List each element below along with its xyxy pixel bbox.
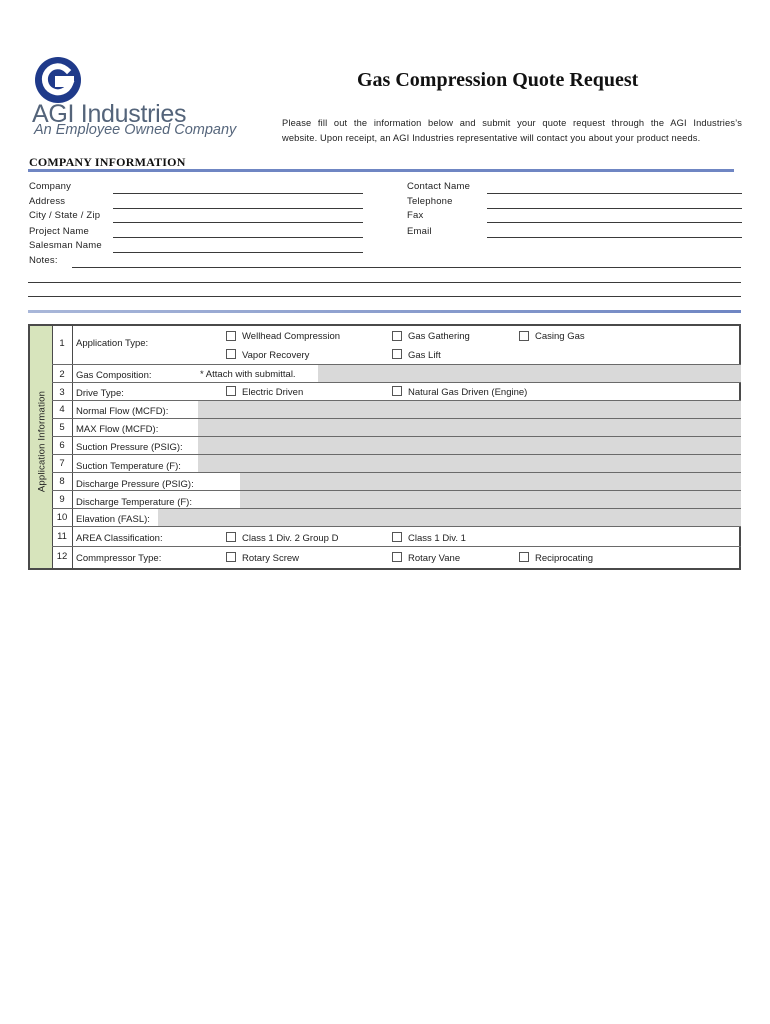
row-label: Discharge Pressure (PSIG): bbox=[76, 479, 194, 490]
fax-field[interactable] bbox=[487, 222, 742, 223]
elevation-input[interactable] bbox=[158, 509, 741, 527]
option-label: Gas Gathering bbox=[408, 331, 470, 342]
salesman-name-label: Salesman Name bbox=[29, 240, 102, 251]
option-label: Wellhead Compression bbox=[242, 331, 341, 342]
contact-name-field[interactable] bbox=[487, 193, 742, 194]
row-number: 5 bbox=[59, 422, 65, 433]
max-flow-input[interactable] bbox=[198, 419, 741, 437]
row-label: Suction Pressure (PSIG): bbox=[76, 442, 183, 453]
discharge-temperature-input[interactable] bbox=[240, 491, 741, 509]
company-label: Company bbox=[29, 181, 72, 192]
table-row bbox=[52, 382, 741, 401]
row-label: Commpressor Type: bbox=[76, 553, 162, 564]
discharge-pressure-input[interactable] bbox=[240, 473, 741, 491]
logo-company-name: AGI Industries bbox=[32, 100, 187, 128]
city-state-zip-label: City / State / Zip bbox=[29, 210, 101, 221]
agi-logo-mark-icon bbox=[34, 56, 82, 104]
class1-div1-checkbox[interactable] bbox=[392, 532, 402, 542]
row-number: 6 bbox=[59, 440, 65, 451]
table-row bbox=[52, 418, 741, 437]
option-label: Rotary Vane bbox=[408, 553, 461, 564]
intro-text bbox=[282, 116, 742, 146]
company-field[interactable] bbox=[113, 193, 363, 194]
row-label: Normal Flow (MCFD): bbox=[76, 406, 169, 417]
row-label: Application Type: bbox=[76, 338, 149, 349]
table-row bbox=[52, 490, 741, 509]
reciprocating-checkbox[interactable] bbox=[519, 552, 529, 562]
normal-flow-input[interactable] bbox=[198, 401, 741, 419]
option-label: Reciprocating bbox=[535, 553, 594, 564]
row-number: 8 bbox=[59, 476, 65, 487]
intro-line-1: Please fill out the information below and submit your quote request through the AGI Industries’s bbox=[282, 118, 742, 128]
application-info-table bbox=[28, 324, 741, 570]
application-side-label: Application Information bbox=[36, 390, 48, 493]
address-label: Address bbox=[29, 196, 66, 207]
logo-tagline: An Employee Owned Company bbox=[34, 122, 237, 138]
row-label: Suction Temperature (F): bbox=[76, 461, 181, 472]
row-number: 7 bbox=[59, 458, 65, 469]
option-label: Natural Gas Driven (Engine) bbox=[408, 387, 528, 398]
row-label: Discharge Temperature (F): bbox=[76, 497, 192, 508]
suction-temperature-input[interactable] bbox=[198, 455, 741, 473]
option-label: Gas Lift bbox=[408, 350, 441, 361]
city-state-zip-field[interactable] bbox=[113, 222, 363, 223]
table-row bbox=[52, 526, 741, 547]
wellhead-compression-checkbox[interactable] bbox=[226, 331, 236, 341]
page-title: Gas Compression Quote Request bbox=[357, 69, 639, 91]
fax-label: Fax bbox=[407, 210, 424, 221]
option-label: Vapor Recovery bbox=[242, 350, 310, 361]
row-number: 4 bbox=[59, 404, 65, 415]
application-side-panel bbox=[30, 326, 53, 568]
suction-pressure-input[interactable] bbox=[198, 437, 741, 455]
casing-gas-checkbox[interactable] bbox=[519, 331, 529, 341]
table-row bbox=[52, 364, 741, 383]
table-row bbox=[52, 454, 741, 473]
telephone-label: Telephone bbox=[407, 196, 453, 207]
telephone-field[interactable] bbox=[487, 208, 742, 209]
table-row bbox=[52, 472, 741, 491]
row-label: MAX Flow (MCFD): bbox=[76, 424, 159, 435]
table-row bbox=[52, 436, 741, 455]
company-info-heading: COMPANY INFORMATION bbox=[29, 155, 186, 169]
row-number: 12 bbox=[56, 551, 68, 562]
option-label: Electric Driven bbox=[242, 387, 304, 398]
address-field[interactable] bbox=[113, 208, 363, 209]
row-number: 3 bbox=[59, 387, 65, 398]
email-label: Email bbox=[407, 226, 432, 237]
row-number: 2 bbox=[59, 369, 65, 380]
option-label: Casing Gas bbox=[535, 331, 585, 342]
natural-gas-driven-checkbox[interactable] bbox=[392, 386, 402, 396]
row-label: Elavation (FASL): bbox=[76, 514, 150, 525]
row-number: 1 bbox=[59, 338, 65, 349]
vapor-recovery-checkbox[interactable] bbox=[226, 349, 236, 359]
option-label: Class 1 Div. 1 bbox=[408, 533, 466, 544]
email-field[interactable] bbox=[487, 237, 742, 238]
table-row bbox=[52, 326, 741, 364]
class1-div2-checkbox[interactable] bbox=[226, 532, 236, 542]
salesman-name-field[interactable] bbox=[113, 252, 363, 253]
rotary-vane-checkbox[interactable] bbox=[392, 552, 402, 562]
gas-lift-checkbox[interactable] bbox=[392, 349, 402, 359]
intro-line-2: website. Upon receipt, an AGI Industries representative will contact you about your product needs. bbox=[282, 133, 701, 143]
row-label: Gas Composition: bbox=[76, 370, 152, 381]
notes-field-line-3[interactable] bbox=[28, 296, 741, 297]
attach-note: * Attach with submittal. bbox=[200, 369, 296, 380]
gas-composition-input[interactable] bbox=[318, 365, 741, 383]
row-number: 11 bbox=[57, 531, 67, 542]
notes-label: Notes: bbox=[29, 255, 58, 266]
table-row bbox=[52, 400, 741, 419]
table-row bbox=[52, 546, 741, 569]
section-divider bbox=[28, 169, 734, 172]
row-label: AREA Classification: bbox=[76, 533, 163, 544]
row-number: 9 bbox=[59, 494, 65, 505]
company-logo bbox=[28, 52, 248, 142]
gas-gathering-checkbox[interactable] bbox=[392, 331, 402, 341]
option-label: Class 1 Div. 2 Group D bbox=[242, 533, 339, 544]
notes-field-line-2[interactable] bbox=[28, 282, 741, 283]
row-number: 10 bbox=[56, 512, 68, 523]
row-label: Drive Type: bbox=[76, 388, 124, 399]
electric-driven-checkbox[interactable] bbox=[226, 386, 236, 396]
project-name-label: Project Name bbox=[29, 226, 89, 237]
rotary-screw-checkbox[interactable] bbox=[226, 552, 236, 562]
table-row bbox=[52, 508, 741, 527]
project-name-field[interactable] bbox=[113, 237, 363, 238]
option-label: Rotary Screw bbox=[242, 553, 300, 564]
section-divider-gradient bbox=[28, 310, 741, 313]
contact-name-label: Contact Name bbox=[407, 181, 471, 192]
notes-field-line-1[interactable] bbox=[72, 267, 741, 268]
